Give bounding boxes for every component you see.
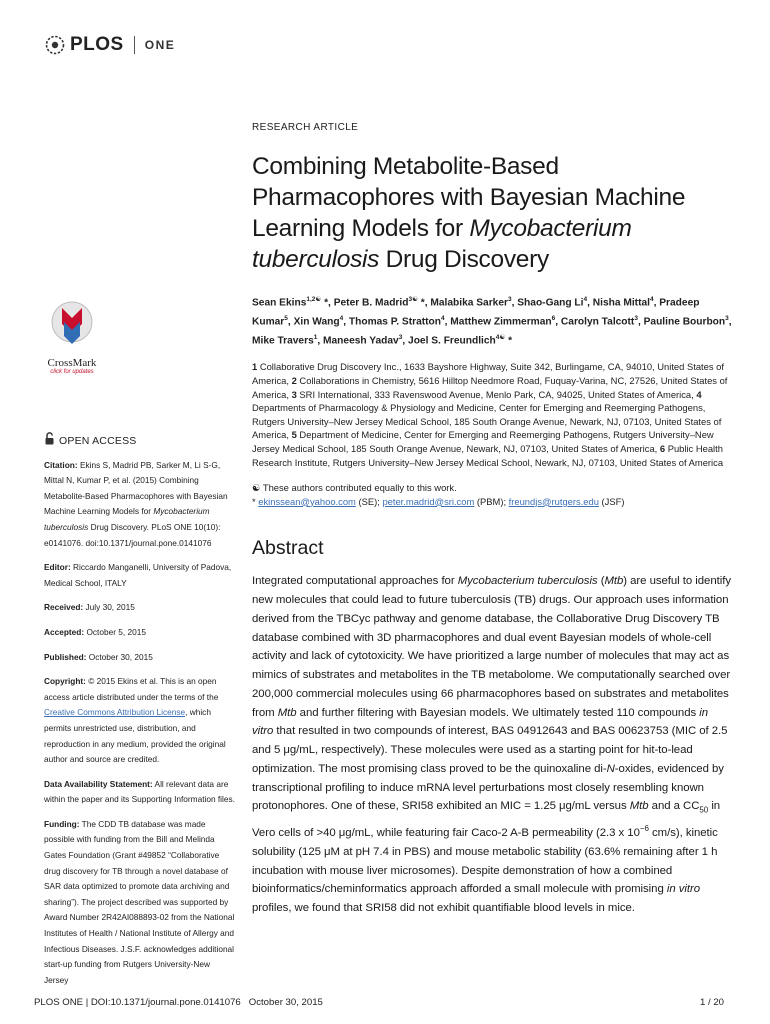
abstract-fragment: N [606, 762, 615, 775]
affiliations [252, 360, 732, 469]
abstract-fragment: ( [597, 575, 605, 588]
author-affiliation-sup: 3☯ [408, 296, 418, 303]
data-availability-block [44, 777, 236, 808]
copyright-text: © 2015 Ekins et al. This is an open access article distributed under the terms of the [44, 676, 219, 702]
copyright-text-end: , which permits unrestricted use, distribution, and reproduction in any medium, provided the original author and source are credited. [44, 707, 226, 765]
published-label: Published: [44, 651, 87, 662]
email-owner: (SE); [355, 495, 383, 507]
author-notes [252, 481, 732, 508]
license-link[interactable]: Creative Commons Attribution License [44, 707, 186, 718]
equal-contribution-note: ☯ These authors contributed equally to this work. [252, 482, 457, 494]
author-name[interactable]: Joel S. Freundlich [408, 334, 496, 346]
citation-text: Ekins S, Madrid PB, Sarker M, Li S-G, Mittal N, Kumar P, et al. (2015) Combining Metabolite-Based Pharmacophores with Bayesian Machine Learning Models for [44, 459, 228, 517]
email-link[interactable]: peter.madrid@sri.com [382, 495, 475, 507]
author-affiliation-sup: 4 [649, 296, 654, 303]
crossmark-badge[interactable] [40, 300, 104, 375]
funding-label: Funding: [44, 818, 80, 829]
article-main [252, 122, 732, 918]
author-name[interactable]: Sean Ekins [252, 297, 307, 309]
received-block [44, 600, 236, 616]
page-number: 1 / 20 [699, 997, 724, 1008]
abstract-heading: Abstract [252, 537, 324, 560]
abstract-fragment: 50 [699, 805, 709, 815]
author-separator: , [287, 316, 294, 328]
abstract-fragment: and further filtering with Bayesian models. We ultimately tested 110 compounds [296, 706, 700, 719]
author-separator: , [637, 316, 644, 328]
email-link[interactable]: ekinssean@yahoo.com [258, 495, 356, 507]
abstract-fragment: Mycobacterium tuberculosis [457, 575, 598, 588]
author-affiliation-sup: 4 [339, 314, 344, 322]
abstract-fragment: -oxides, evidenced by transcriptional profiling to induce mRNA level perturbations most closely resembling known protonophores. One of these, SRI58 exhibited an MIC = 1.25 μg/mL versus [252, 762, 724, 813]
author-separator: , [587, 297, 593, 309]
corresponding-emails: * ekinssean@yahoo.com (SE); peter.madrid@sri.com (PBM); freundjs@rutgers.edu (JSF) [252, 495, 625, 507]
crossmark-icon [50, 300, 94, 350]
editor-label: Editor: [44, 562, 71, 573]
affiliation-text: Departments of Pharmacology & Physiology and Medicine, Center for Emerging and Reemerging Pathogens, Rutgers University–New Jersey Medical School, 185 South Orange Avenue, Newark, NJ, 07103, United States of America, [252, 402, 722, 441]
author-affiliation-sup: 1,2☯ [306, 296, 322, 303]
abstract-fragment: Integrated computational approaches for [252, 575, 458, 588]
published-date: October 30, 2015 [88, 651, 153, 662]
author-name[interactable]: Pauline Bourbon [643, 316, 726, 328]
author-affiliation-sup: 6 [551, 314, 556, 322]
article-type: RESEARCH ARTICLE [252, 122, 359, 133]
title-italic: tuberculosis [252, 246, 380, 273]
author-separator: , [343, 316, 349, 328]
affiliation-number: 3 [291, 388, 300, 400]
article-title [252, 151, 732, 275]
plos-one-logo[interactable] [44, 34, 175, 56]
author-separator: *, [321, 297, 334, 309]
author-name[interactable]: Maneesh Yadav [323, 334, 399, 346]
affiliation-text: SRI International, 333 Ravenswood Avenue, Menlo Park, CA, 94025, United States of America, [299, 388, 697, 400]
author-affiliation-sup: 4 [583, 296, 588, 303]
author-separator: , [317, 334, 324, 346]
abstract-fragment: cm/s), kinetic solubility (125 μM at pH 7.4 in PBS) and mouse metabolic stability (63.6% remaining after 1 h incubation with mouse liver microsomes). Despite demonstration of how a combined bioinformatics/cheminformatics approach afforded a small molecule with promising [252, 827, 718, 896]
abstract-fragment: profiles, we found that SRI58 did not exhibit quantifiable blood levels in mice. [252, 902, 635, 915]
citation-label: Citation: [44, 459, 78, 470]
title-line: Learning Models for [252, 215, 470, 242]
abstract-fragment: Mtb [604, 575, 624, 588]
author-affiliation-sup: 4 [441, 314, 445, 322]
author-separator: * [505, 334, 513, 346]
author-separator: , [402, 334, 409, 346]
abstract-fragment: Mtb [277, 706, 297, 719]
journal-name: ONE [144, 38, 176, 52]
data-availability-label: Data Availability Statement: [44, 778, 153, 789]
email-owner: (PBM); [474, 495, 509, 507]
email-owner: (JSF) [598, 495, 625, 507]
author-affiliation-sup: 4☯ [495, 333, 506, 341]
affiliation-text: Public Health Research Institute, Rutgers University–New Jersey Medical School, Newark, NJ, 07103, United States of America [252, 442, 724, 468]
citation-block [44, 458, 236, 552]
affiliation-text: Department of Medicine, Center for Emerging and Reemerging Pathogens, Rutgers University–New Jersey Medical School, 185 South Orange Avenue, Newark, NJ, 07103, United States of America, [252, 429, 714, 454]
funding-block [44, 817, 236, 989]
abstract-fragment: and a CC [648, 800, 700, 813]
title-line: Drug Discovery [379, 246, 549, 273]
email-link[interactable]: freundjs@rutgers.edu [508, 495, 599, 507]
author-affiliation-sup: 5 [284, 314, 288, 322]
abstract-fragment: −6 [639, 824, 649, 834]
author-separator: , [555, 316, 561, 328]
published-block [44, 650, 236, 666]
copyright-label: Copyright: [44, 676, 86, 687]
abstract-fragment: in vitro [252, 706, 708, 738]
crossmark-sublabel[interactable]: click for updates [50, 369, 94, 375]
abstract-fragment: in Vero cells of >40 μg/mL, while featuring fair Caco-2 A-B permeability (2.3 x 10 [252, 800, 721, 840]
author-separator: , [444, 316, 451, 328]
open-access-label: OPEN ACCESS [59, 434, 137, 447]
author-separator: , [653, 297, 660, 309]
publisher-name: PLOS [70, 34, 124, 55]
accepted-label: Accepted: [44, 626, 85, 637]
author-separator: , [511, 297, 518, 309]
author-name[interactable]: Shao-Gang Li [517, 297, 584, 309]
author-affiliation-sup: 1 [313, 333, 318, 341]
author-affiliation-sup: 3 [725, 314, 729, 322]
abstract-fragment: in vitro [666, 883, 701, 896]
accepted-block [44, 625, 236, 641]
abstract-fragment: Mtb [629, 800, 649, 813]
copyright-block [44, 674, 236, 768]
author-name[interactable]: Matthew Zimmerman [450, 316, 552, 328]
affiliation-number: 2 [291, 374, 300, 386]
citation-text-end: Drug Discovery. PLoS ONE 10(10): e0141076. doi:10.1371/journal.pone.0141076 [44, 521, 221, 548]
open-access-badge [44, 432, 236, 451]
author-name[interactable]: Mike Travers [252, 334, 314, 346]
author-separator: , [728, 316, 732, 328]
title-line: Combining Metabolite-Based [252, 153, 559, 180]
title-italic: Mycobacterium [469, 215, 632, 242]
affiliation-number: 5 [291, 429, 300, 441]
editor-block [44, 560, 236, 591]
received-label: Received: [44, 602, 84, 613]
author-affiliation-sup: 3 [398, 333, 403, 341]
title-line: Pharmacophores with Bayesian Machine [252, 184, 686, 211]
author-name[interactable]: Nisha Mittal [592, 297, 650, 309]
accepted-date: October 5, 2015 [86, 626, 146, 637]
author-name[interactable]: Malabika Sarker [430, 297, 508, 309]
open-lock-icon [44, 432, 56, 451]
author-affiliation-sup: 3 [507, 296, 512, 303]
crossmark-label: CrossMark [47, 357, 97, 369]
author-affiliation-sup: 3 [634, 314, 638, 322]
editor-text: Riccardo Manganelli, University of Padova, Medical School, ITALY [44, 562, 232, 588]
author-name[interactable]: Thomas P. Stratton [348, 316, 441, 328]
affiliation-number: 1 [252, 361, 260, 373]
article-sidebar [44, 432, 236, 997]
plos-logo-icon [44, 34, 66, 56]
author-name[interactable]: Xin Wang [293, 316, 340, 328]
citation-italic: Mycobacterium tuberculosis [44, 506, 210, 532]
affiliation-number: 4 [696, 388, 702, 400]
author-separator: *, [417, 297, 431, 309]
author-name[interactable]: Carolyn Talcott [560, 316, 635, 328]
data-availability-text: All relevant data are within the paper and its Supporting Information files. [44, 778, 235, 805]
abstract-fragment: that resulted in two compounds of interest, BAS 04912643 and BAS 00623753 (MIC of 2.5 and 5 μg/mL, respectively). These molecules were used as a starting point for hit-to-lead optimization. The most promising class proved to be the quinoxaline di- [252, 725, 728, 775]
author-name[interactable]: Peter B. Madrid [333, 297, 409, 309]
funding-text: The CDD TB database was made possible with funding from the Bill and Melinda Gates Foundation (Grant #49852 “Collaborative drug discovery for TB through a novel database of SAR data optimized to promote data archiving and sharing”). The project described was supported by Award Number 2R42AI088893-02 from the National Institutes of Health / National Institute of Allergy and Infectious Diseases. J.S.F. acknowledges additional start-up funding from Rutgers University-New Jersey [44, 818, 235, 985]
affiliation-text: Collaborations in Chemistry, 5616 Hilltop Needmore Road, Fuquay-Varina, NC, 27526, United States of America, [252, 374, 728, 400]
affiliation-number: 6 [659, 442, 668, 454]
logo-divider [134, 36, 135, 54]
author-name[interactable]: Pradeep Kumar [252, 297, 700, 328]
affiliation-text: Collaborative Drug Discovery Inc., 1633 Bayshore Highway, Suite 342, Burlingame, CA, 94010, United States of America, [252, 361, 724, 386]
author-list [252, 292, 732, 348]
abstract-text [252, 572, 732, 918]
page-footer [34, 997, 724, 1008]
abstract-fragment: ) are useful to identify new molecules that could lead to future tuberculosis (TB) drugs. Our approach uses information derived from the TBCyc pathway and genome database, the Collaborative Drug Discovery TB database combined with 3D pharmacophores and dual event Bayesian models of whole-cell activity and lack of cytotoxicity. We have prioritized a large number of molecules that may act as mimics of substrates and metabolites in the TB metabolome. We computationally searched over 200,000 commercial molecules using 66 pharmacophores based on substrates and metabolites from [252, 575, 731, 719]
footer-citation: PLOS ONE | DOI:10.1371/journal.pone.0141076 October 30, 2015 [34, 997, 323, 1008]
received-date: July 30, 2015 [85, 602, 135, 613]
